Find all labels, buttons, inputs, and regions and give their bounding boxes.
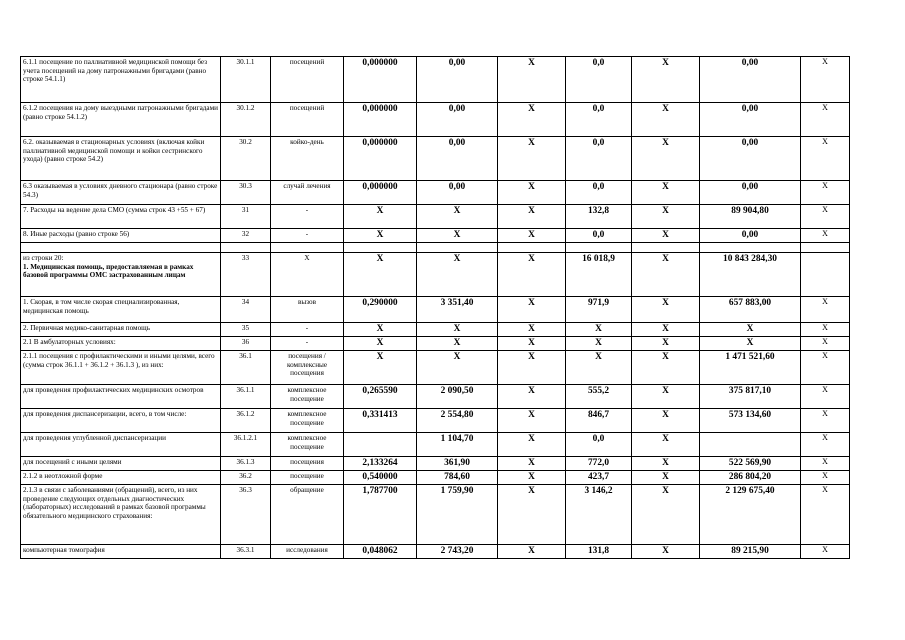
table-cell: X [632,457,700,471]
table-cell: 2 743,20 [417,545,498,559]
table-cell: 36.1.2 [221,409,271,433]
table-cell: X [417,253,498,297]
table-cell: 0,00 [700,229,801,243]
table-cell: - [271,229,344,243]
table-cell [417,243,498,253]
table-cell: X [801,351,850,385]
table-cell: 1,787700 [344,485,417,545]
table-cell: X [344,337,417,351]
table-cell: X [498,297,566,323]
table-cell: 36 [221,337,271,351]
table-cell: X [566,323,632,337]
table-cell: X [801,181,850,205]
table-cell: X [632,337,700,351]
table-cell: X [632,297,700,323]
table-cell [271,243,344,253]
table-cell: X [498,409,566,433]
table-cell: 0,000000 [344,57,417,103]
table-cell: 0,0 [566,137,632,181]
table-cell: X [801,457,850,471]
table-cell: X [632,351,700,385]
table-cell: X [632,205,700,229]
table-cell: 0,00 [417,57,498,103]
table-row [21,409,850,433]
table-cell: 0,0 [566,229,632,243]
table-cell: комплексное посещение [271,385,344,409]
table-cell: 36.1 [221,351,271,385]
table-cell: X [344,351,417,385]
table-cell: X [498,385,566,409]
table-cell: 2.1.1 посещения с профилактическими и иными целями, всего (сумма строк 36.1.1 + 36.1.2 + 36.1.3 ), из них: [21,351,221,385]
table-cell [221,243,271,253]
table-cell: X [801,545,850,559]
table-cell: исследования [271,545,344,559]
table-cell: X [498,229,566,243]
table-cell: X [498,323,566,337]
table-cell: 0,0 [566,57,632,103]
table-cell: X [417,323,498,337]
table-cell: 132,8 [566,205,632,229]
table-cell: посещений [271,57,344,103]
table-cell: 31 [221,205,271,229]
table-cell: посещение [271,471,344,485]
table-cell: 131,8 [566,545,632,559]
table-body [21,57,850,559]
table-cell: X [801,485,850,545]
table-cell: 1 759,90 [417,485,498,545]
table-row [21,205,850,229]
table-cell: X [566,337,632,351]
table-cell: X [801,205,850,229]
table-cell: X [417,351,498,385]
table-cell: 423,7 [566,471,632,485]
table-cell: X [498,103,566,137]
table-cell: X [632,409,700,433]
table-row [21,545,850,559]
table-cell: 3 146,2 [566,485,632,545]
table-cell: 0,290000 [344,297,417,323]
table-cell: вызов [271,297,344,323]
table-row [21,253,850,297]
table-row [21,243,850,253]
table-cell: X [801,323,850,337]
table-cell: 33 [221,253,271,297]
table-cell: X [632,323,700,337]
table-cell: X [271,253,344,297]
table-cell: 6.1.2 посещения на дому выездными патронажными бригадами (равно строке 54.1.2) [21,103,221,137]
table-cell: 0,00 [700,181,801,205]
table-cell: X [700,323,801,337]
table-cell [700,243,801,253]
table-cell: 2 129 675,40 [700,485,801,545]
table-cell: X [498,205,566,229]
table-cell: посещения / комплексные посещения [271,351,344,385]
table-cell: 36.3.1 [221,545,271,559]
table-cell: 0,048062 [344,545,417,559]
table-cell: X [632,103,700,137]
table-cell: 3 351,40 [417,297,498,323]
table-cell: X [700,337,801,351]
table-cell: обращение [271,485,344,545]
table-cell: 0,0 [566,181,632,205]
table-cell: 846,7 [566,409,632,433]
table-cell: X [498,181,566,205]
table-cell: 1 471 521,60 [700,351,801,385]
table-cell: 0,265590 [344,385,417,409]
table-row [21,385,850,409]
table-cell: 35 [221,323,271,337]
table-row [21,297,850,323]
table-cell: 2.1.2 в неотложной форме [21,471,221,485]
table-cell: X [498,485,566,545]
table-cell [344,433,417,457]
table-row [21,181,850,205]
table-cell: X [801,103,850,137]
table-cell: компьютерная томография [21,545,221,559]
table-cell: для проведения диспансеризации, всего, в том числе: [21,409,221,433]
table-cell: 30.3 [221,181,271,205]
table-cell: 0,000000 [344,103,417,137]
table-cell: X [498,545,566,559]
table-cell: для проведения углубленной диспансеризации [21,433,221,457]
table-cell [344,243,417,253]
table-cell: 0,540000 [344,471,417,485]
table-cell: X [632,433,700,457]
table-cell: 0,00 [417,137,498,181]
table-row [21,433,850,457]
table-cell: 30.1.1 [221,57,271,103]
table-cell: 32 [221,229,271,243]
table-cell: 36.2 [221,471,271,485]
table-cell: для проведения профилактических медицинских осмотров [21,385,221,409]
table-cell: - [271,205,344,229]
table-cell: 36.1.1 [221,385,271,409]
table-cell: - [271,337,344,351]
table-cell: X [632,181,700,205]
table-cell: 0,331413 [344,409,417,433]
table-cell: X [344,229,417,243]
table-row [21,471,850,485]
table-cell: посещений [271,103,344,137]
table-cell: 2,133264 [344,457,417,471]
table-cell: 16 018,9 [566,253,632,297]
table-cell: 971,9 [566,297,632,323]
table-cell: X [498,137,566,181]
table-cell: 36.3 [221,485,271,545]
table-cell [498,243,566,253]
table-cell: 8. Иные расходы (равно строке 56) [21,229,221,243]
table-cell [700,433,801,457]
section-heading: 1. Медицинская помощь, предоставляемая в рамках базовой программы ОМС застрахованным лицам [23,262,194,280]
table-cell: 6.1.1 посещение по паллиативной медицинской помощи без учета посещений на дому патронажными бригадами (равно строке 54.1.1) [21,57,221,103]
table-cell: случай лечения [271,181,344,205]
table-cell [566,243,632,253]
table-cell: 0,00 [700,137,801,181]
table-cell: X [632,485,700,545]
table-cell: X [632,471,700,485]
table-cell: комплексное посещение [271,409,344,433]
table-cell: 772,0 [566,457,632,471]
table-row [21,323,850,337]
table-cell: 6.2. оказываемая в стационарных условиях (включая койки паллиативной медицинской помощи и койки сестринского ухода) (равно строке 54.2) [21,137,221,181]
table-cell [21,243,221,253]
table-cell: X [632,545,700,559]
table-cell: 0,000000 [344,181,417,205]
table-cell: 7. Расходы на ведение дела СМО (сумма строк 43 +55 + 67) [21,205,221,229]
table-cell: 36.1.3 [221,457,271,471]
table-cell: X [632,137,700,181]
table-row [21,337,850,351]
table-cell: 2. Первичная медико-санитарная помощь [21,323,221,337]
table-cell: X [801,409,850,433]
table-cell: 1. Скорая, в том числе скорая специализированная, медицинская помощь [21,297,221,323]
table-cell: 30.1.2 [221,103,271,137]
table-cell: X [801,229,850,243]
table-cell: 0,0 [566,433,632,457]
table-cell: 10 843 284,30 [700,253,801,297]
table-cell: посещения [271,457,344,471]
table-row [21,485,850,545]
table-cell: 361,90 [417,457,498,471]
table-cell: X [801,433,850,457]
table-cell [632,243,700,253]
table-cell: 0,00 [417,181,498,205]
table-cell: X [566,351,632,385]
table-cell: 0,00 [700,57,801,103]
table-cell: X [498,433,566,457]
table-cell: 89 215,90 [700,545,801,559]
table-cell: 0,00 [417,103,498,137]
table-cell: 0,00 [700,103,801,137]
row-label: из строки 20: [23,254,64,262]
table-cell: 2 090,50 [417,385,498,409]
budget-table [20,56,850,559]
table-cell: для посещений с иными целями [21,457,221,471]
table-cell: X [801,337,850,351]
table-cell: X [498,457,566,471]
table-cell: 0,0 [566,103,632,137]
table-cell: 522 569,90 [700,457,801,471]
table-cell: X [801,385,850,409]
table-cell: 555,2 [566,385,632,409]
table-cell: X [632,253,700,297]
table-cell: X [498,351,566,385]
table-cell [801,243,850,253]
table-cell: X [632,229,700,243]
table-row [21,351,850,385]
table-cell: X [632,385,700,409]
table-cell: 30.2 [221,137,271,181]
table-cell: 784,60 [417,471,498,485]
table-cell [801,253,850,297]
table-cell [21,253,221,297]
table-row [21,137,850,181]
table-cell: X [498,57,566,103]
table-cell: X [344,205,417,229]
table-cell: X [498,253,566,297]
table-cell: койко-день [271,137,344,181]
table-cell: комплексное посещение [271,433,344,457]
table-cell: 2.1.3 в связи с заболеваниями (обращений), всего, из них проведение следующих отдельных диагностических (лабораторных) исследований в рамках базовой программы обязательного медицинского страхования: [21,485,221,545]
table-cell: 657 883,00 [700,297,801,323]
table-cell: 2.1 В амбулаторных условиях: [21,337,221,351]
table-cell: 89 904,80 [700,205,801,229]
table-cell: X [417,337,498,351]
table-cell: 6.3 оказываемая в условиях дневного стационара (равно строке 54.3) [21,181,221,205]
table-cell: X [417,205,498,229]
table-cell: 286 804,20 [700,471,801,485]
table-cell: X [344,253,417,297]
table-cell: 34 [221,297,271,323]
table-row [21,457,850,471]
table-row [21,229,850,243]
table-cell: - [271,323,344,337]
table-cell: 1 104,70 [417,433,498,457]
table-cell: X [498,337,566,351]
table-cell: 36.1.2.1 [221,433,271,457]
table-cell: 375 817,10 [700,385,801,409]
table-row [21,57,850,103]
table-row [21,103,850,137]
table-cell: X [801,57,850,103]
table-cell: X [801,297,850,323]
table-cell: 2 554,80 [417,409,498,433]
table-cell: X [801,137,850,181]
table-cell: X [344,323,417,337]
table-cell: 573 134,60 [700,409,801,433]
table-cell: X [498,471,566,485]
table-cell: 0,000000 [344,137,417,181]
table-cell: X [801,471,850,485]
table-cell: X [632,57,700,103]
table-cell: X [417,229,498,243]
